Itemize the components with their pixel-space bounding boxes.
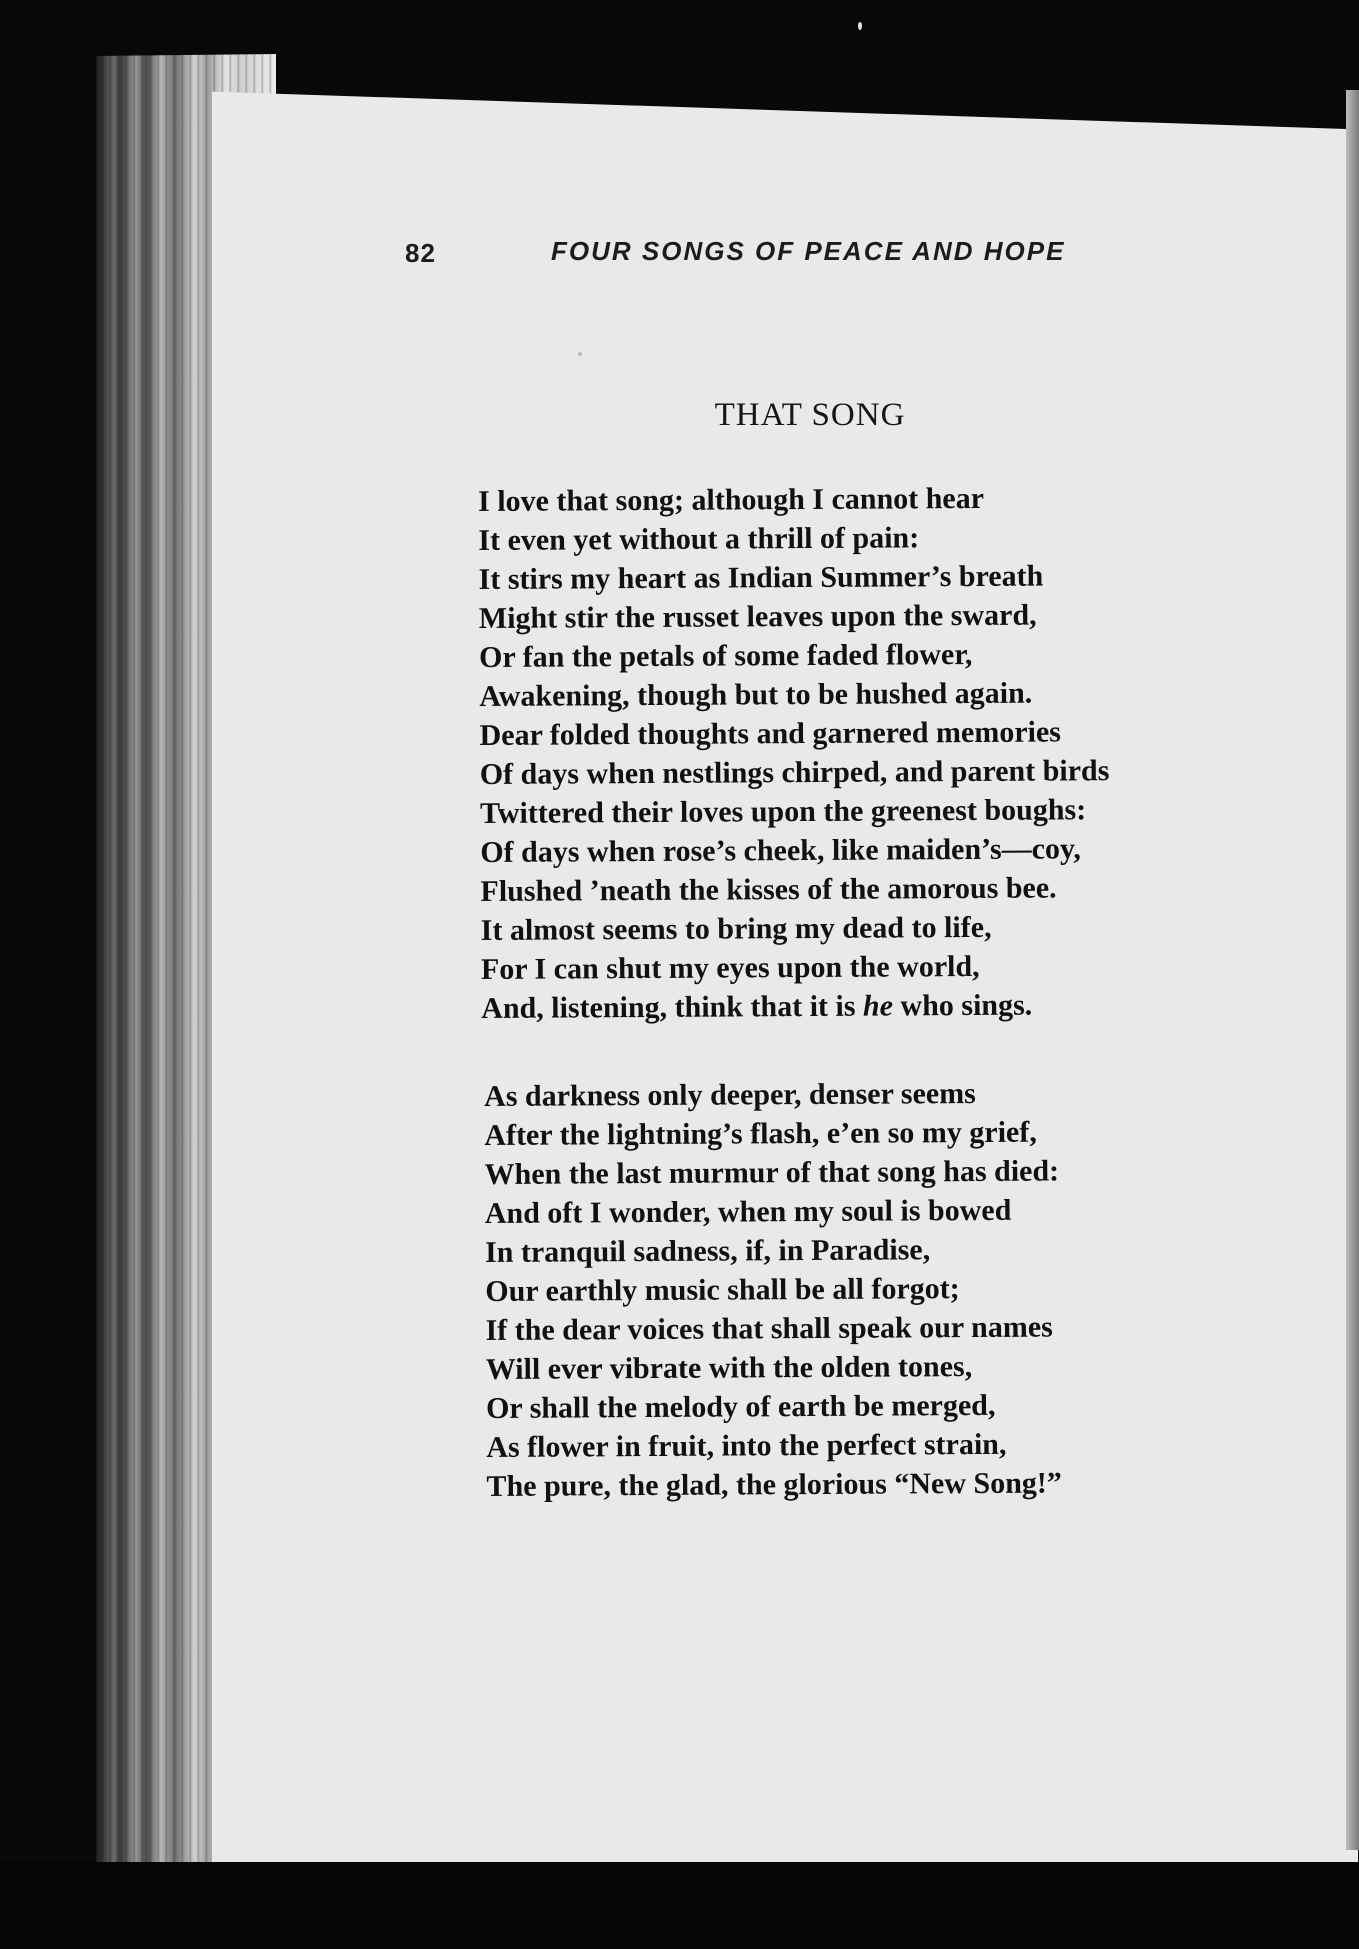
poem-line: Twittered their loves upon the greenest boughs: [479, 793, 1087, 830]
page-speck [578, 352, 582, 356]
poem-line: In tranquil sadness, if, in Paradise, [484, 1233, 931, 1269]
stanza-1 [478, 478, 1111, 1028]
poem-line: It stirs my heart as Indian Summer’s breath [478, 559, 1044, 596]
poem-line: When the last murmur of that song has died: [484, 1154, 1060, 1191]
poem-line: Of days when rose’s cheek, like maiden’s—coy, [480, 832, 1081, 869]
poem-line: After the lightning’s flash, e’en so my grief, [484, 1115, 1037, 1152]
poem-line: Dear folded thoughts and garnered memories [479, 715, 1062, 752]
poem-line: Flushed ’neath the kisses of the amorous bee. [480, 871, 1057, 908]
poem-line: I love that song; although I cannot hear [478, 481, 985, 518]
bottom-shadow [0, 1862, 1359, 1949]
running-head: FOUR SONGS OF PEACE AND HOPE [551, 236, 1066, 266]
poem-line: The pure, the glad, the glorious “New Song!” [486, 1466, 1062, 1503]
poem-line: Our earthly music shall be all forgot; [485, 1272, 960, 1308]
poem-line: If the dear voices that shall speak our names [485, 1310, 1053, 1347]
poem-line: And, listening, think that it is he who sings. [481, 988, 1033, 1025]
page-header [405, 238, 1085, 274]
poem-line: It almost seems to bring my dead to life, [480, 910, 992, 947]
poem-line: For I can shut my eyes upon the world, [480, 949, 980, 986]
poem-line: Awakening, though but to be hushed again. [479, 676, 1033, 713]
page-number: 82 [405, 238, 436, 268]
poem-title: THAT SONG [714, 397, 906, 433]
poem-line: Will ever vibrate with the olden tones, [485, 1350, 973, 1386]
scan-speck [858, 22, 862, 30]
poem-line: Of days when nestlings chirped, and parent birds [479, 754, 1110, 791]
poem-line: As flower in fruit, into the perfect strain, [486, 1427, 1007, 1464]
stanza-2 [484, 1073, 1062, 1506]
poem-line: Or fan the petals of some faded flower, [478, 637, 973, 674]
poem-line: It even yet without a thrill of pain: [478, 521, 920, 557]
poem-line: And oft I wonder, when my soul is bowed [484, 1193, 1012, 1230]
poem-line: Might stir the russet leaves upon the sward, [478, 598, 1037, 635]
page-right-edge [1346, 90, 1359, 1850]
emphasized-word: he [862, 989, 894, 1023]
poem-line: As darkness only deeper, denser seems [484, 1076, 976, 1113]
poem-line: Or shall the melody of earth be merged, [485, 1388, 996, 1425]
